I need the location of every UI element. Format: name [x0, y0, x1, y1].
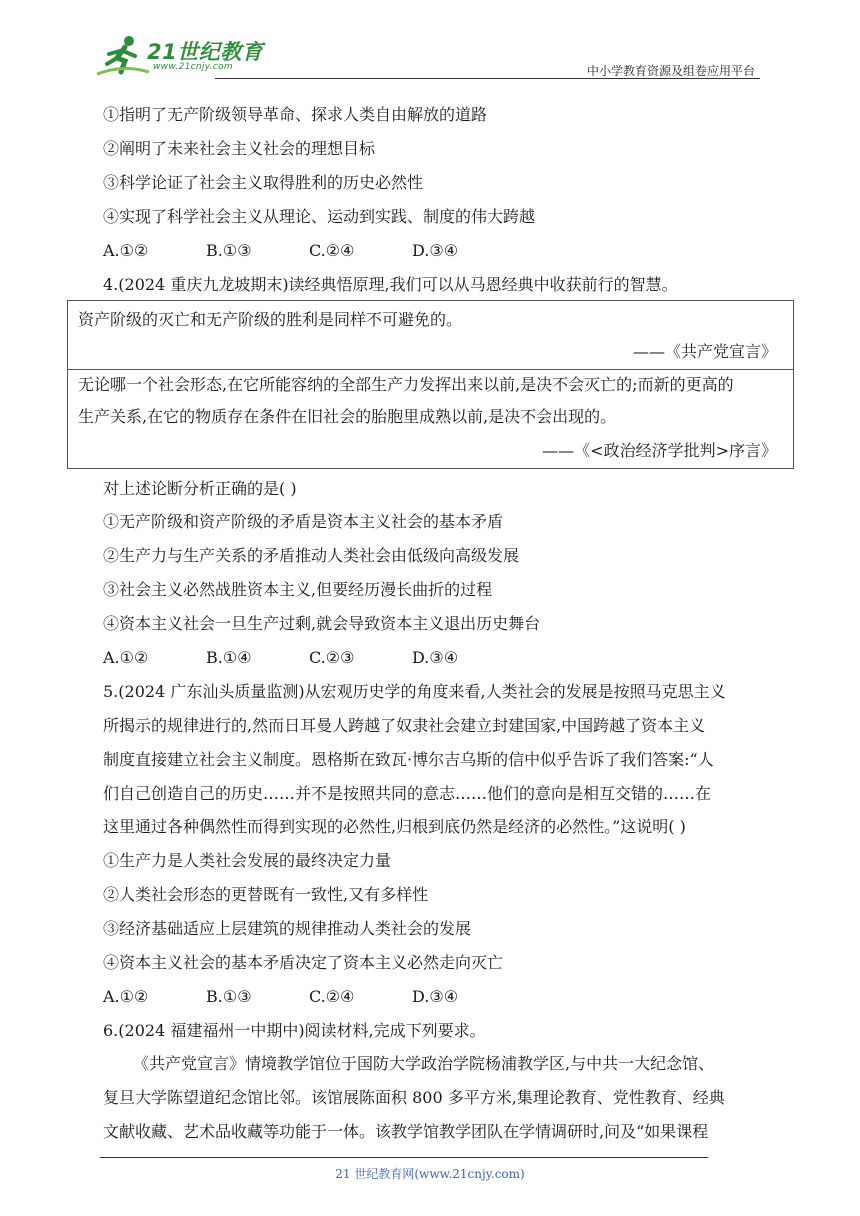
q6-line-3: 文献收藏、艺术品收藏等功能于一体。该教学馆教学团队在学情调研时,问及“如果课程 — [103, 1122, 709, 1141]
q6-line-1: 《共产党宣言》情境教学馆位于国防大学政治学院杨浦教学区,与中共一大纪念馆、 — [133, 1054, 715, 1073]
q6-line-2: 复旦大学陈望道纪念馆比邻。该馆展陈面积 800 多平方米,集理论教育、党性教育、经典 — [103, 1088, 725, 1107]
q3-options — [103, 240, 515, 262]
footer-divider — [100, 1157, 708, 1158]
q4-item-2: ②生产力与生产关系的矛盾推动人类社会由低级向高级发展 — [103, 546, 520, 565]
page-header — [95, 34, 760, 80]
q5-line-2: 所揭示的规律进行的,然而日耳曼人跨越了奴隶社会建立封建国家,中国跨越了资本主义 — [103, 716, 706, 735]
q3-item-1: ①指明了无产阶级领导革命、探求人类自由解放的道路 — [103, 105, 488, 124]
q4-item-4: ④资本主义社会一旦生产过剩,就会导致资本主义退出历史舞台 — [103, 614, 541, 633]
option-a: A.①② — [103, 241, 149, 260]
option-b: B.①③ — [206, 987, 252, 1006]
quote-box-2 — [67, 368, 794, 469]
q4-item-3: ③社会主义必然战胜资本主义,但要经历漫长曲折的过程 — [103, 580, 493, 599]
quote-1-source: ——《共产党宣言》 — [632, 342, 777, 361]
quote-2-line-1: 无论哪一个社会形态,在它所能容纳的全部生产力发挥出来以前,是决不会灭亡的;而新的更高的 — [78, 375, 734, 394]
q4-options — [103, 647, 515, 669]
footer-text: 21 世纪教育网(www.21cnjy.com) — [335, 1167, 525, 1181]
q5-item-1: ①生产力是人类社会发展的最终决定力量 — [103, 851, 392, 870]
q4-stem: 4.(2024 重庆九龙坡期末)读经典悟原理,我们可以从马恩经典中收获前行的智慧。 — [103, 275, 678, 294]
option-c: C.②④ — [309, 987, 355, 1006]
q3-item-3: ③科学论证了社会主义取得胜利的历史必然性 — [103, 173, 424, 192]
option-c: C.②④ — [309, 241, 355, 260]
q4-item-1: ①无产阶级和资产阶级的矛盾是资本主义社会的基本矛盾 — [103, 512, 504, 531]
option-d: D.③④ — [412, 648, 459, 667]
q5-options — [103, 986, 515, 1008]
runner-logo-icon — [95, 34, 151, 78]
option-b: B.①③ — [206, 241, 252, 260]
q3-item-2: ②阐明了未来社会主义社会的理想目标 — [103, 139, 376, 158]
quote-2-source: ——《<政治经济学批判>序言》 — [542, 441, 777, 460]
q5-line-5: 这里通过各种偶然性而得到实现的必然性,归根到底仍然是经济的必然性。”这说明( ) — [103, 817, 686, 836]
platform-title: 中小学教育资源及组卷应用平台 — [586, 64, 755, 78]
option-d: D.③④ — [412, 987, 459, 1006]
option-c: C.②③ — [309, 648, 355, 667]
quote-2-line-2: 生产关系,在它的物质存在条件在旧社会的胎胞里成熟以前,是决不会出现的。 — [78, 407, 617, 426]
option-b: B.①④ — [206, 648, 252, 667]
q3-item-4: ④实现了科学社会主义从理论、运动到实践、制度的伟大跨越 — [103, 207, 536, 226]
q4-prompt: 对上述论断分析正确的是( ) — [103, 479, 297, 498]
q5-line-3: 制度直接建立社会主义制度。恩格斯在致瓦·博尔吉乌斯的信中似乎告诉了我们答案:“人 — [103, 750, 714, 769]
q6-stem: 6.(2024 福建福州一中期中)阅读材料,完成下列要求。 — [103, 1021, 486, 1040]
q5-line-4: 们自己创造自己的历史……并不是按照共同的意志……他们的意向是相互交错的……在 — [103, 784, 712, 803]
logo-url: www.21cnjy.com — [153, 62, 233, 72]
option-a: A.①② — [103, 987, 149, 1006]
q5-line-1: 5.(2024 广东汕头质量监测)从宏观历史学的角度来看,人类社会的发展是按照马克思主义 — [103, 682, 726, 701]
q5-item-2: ②人类社会形态的更替既有一致性,又有多样性 — [103, 885, 429, 904]
quote-box-1 — [67, 300, 794, 370]
q5-item-4: ④资本主义社会的基本矛盾决定了资本主义必然走向灭亡 — [103, 953, 504, 972]
logo — [95, 34, 265, 78]
option-d: D.③④ — [412, 241, 459, 260]
logo-text: 21世纪教育 — [147, 40, 264, 64]
header-divider — [215, 78, 760, 79]
q5-item-3: ③经济基础适应上层建筑的规律推动人类社会的发展 — [103, 919, 472, 938]
quote-1-text: 资产阶级的灭亡和无产阶级的胜利是同样不可避免的。 — [78, 310, 463, 329]
option-a: A.①② — [103, 648, 149, 667]
